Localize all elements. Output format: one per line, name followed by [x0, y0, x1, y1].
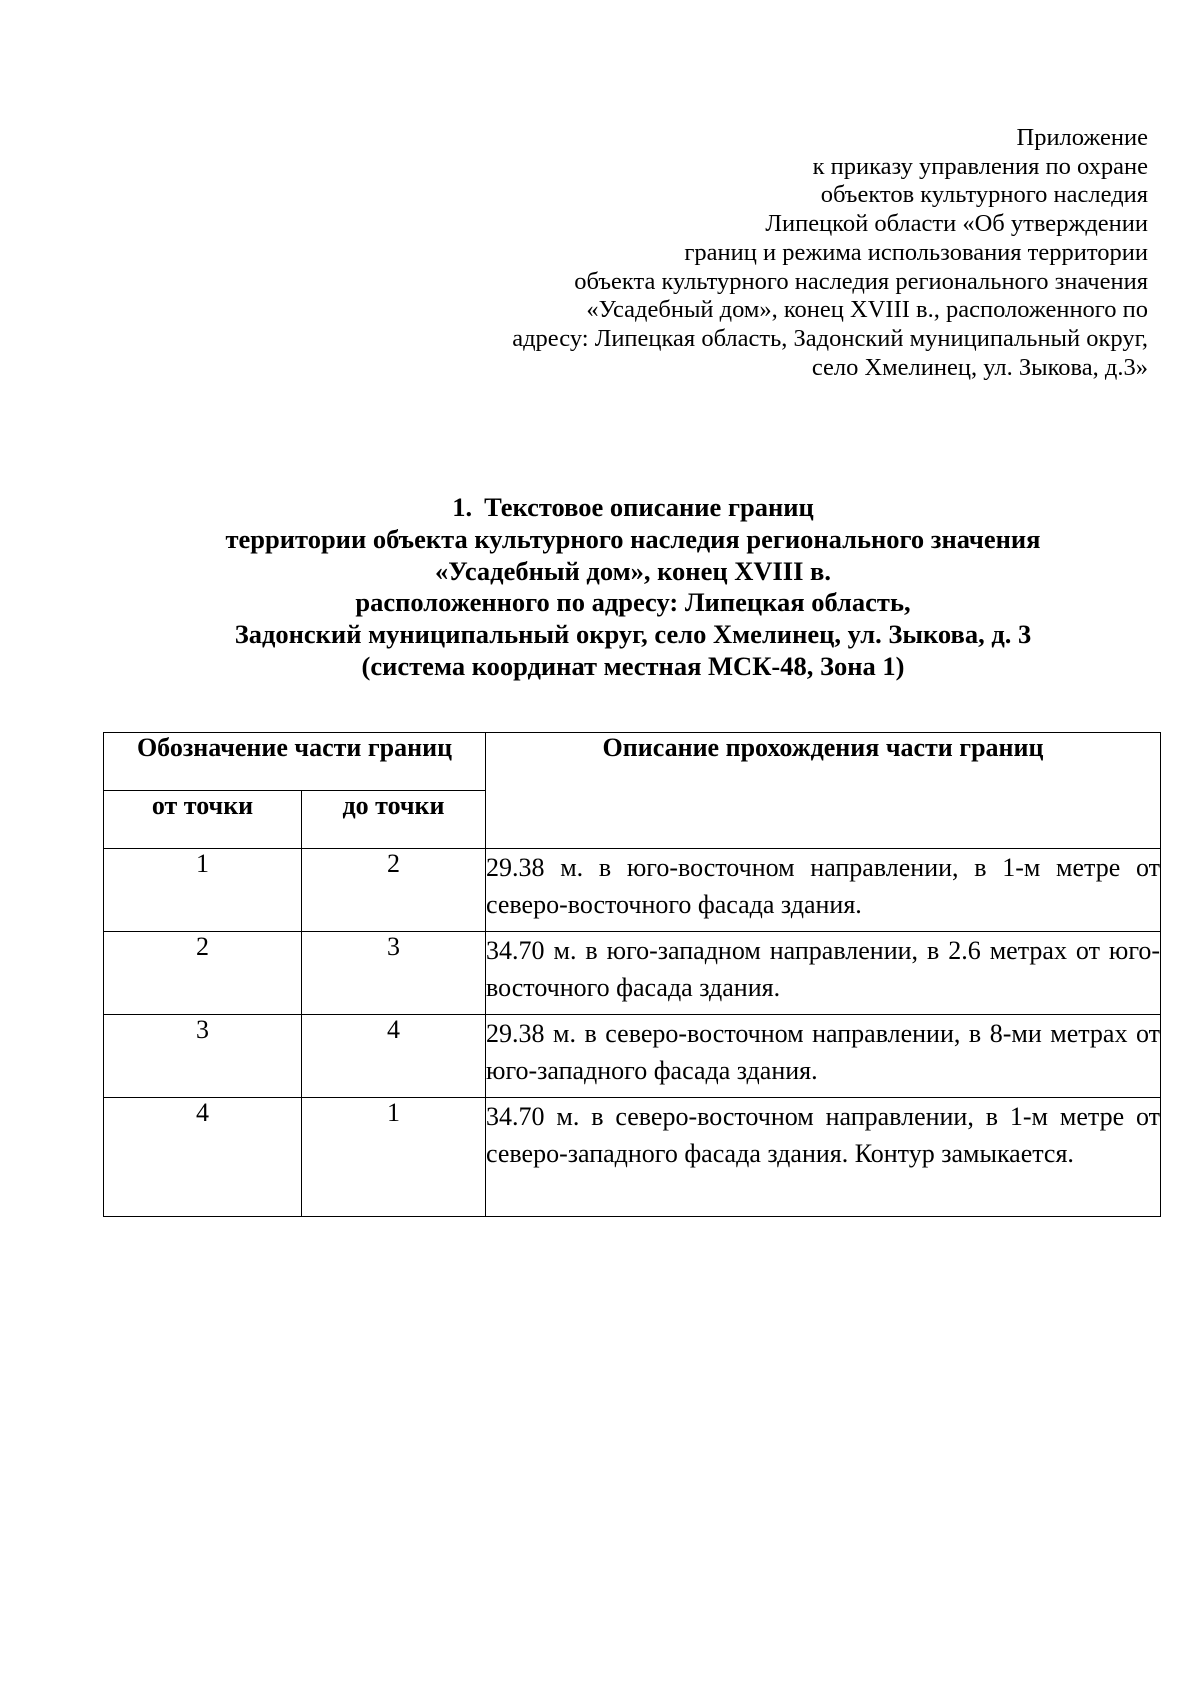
from-point-cell: 2 — [104, 932, 302, 1015]
header-description: Описание прохождения части границ — [486, 733, 1161, 849]
section-heading — [0, 492, 1200, 683]
description-cell: 29.38 м. в северо-восточном направлении, в 8-ми метрах от юго-западного фасада здания. — [486, 1015, 1161, 1098]
appendix-line: «Усадебный дом», конец XVIII в., расположенного по — [586, 296, 1148, 324]
appendix-line: объекта культурного наследия регионального значения — [574, 267, 1148, 295]
table-row — [104, 932, 1161, 1015]
description-cell: 34.70 м. в юго-западном направлении, в 2.6 метрах от юго-восточного фасада здания. — [486, 932, 1161, 1015]
boundary-table — [103, 732, 1161, 1217]
table-header-row — [104, 733, 1161, 791]
description-cell: 29.38 м. в юго-восточном направлении, в 1-м метре от северо-восточного фасада здания. — [486, 849, 1161, 932]
heading-line: «Усадебный дом», конец XVIII в. — [434, 555, 831, 586]
heading-line: территории объекта культурного наследия регионального значения — [225, 523, 1041, 554]
appendix-line: село Хмелинец, ул. Зыкова, д.3» — [811, 353, 1148, 381]
heading-number: 1. — [452, 492, 473, 522]
from-point-cell: 1 — [104, 849, 302, 932]
to-point-cell: 2 — [302, 849, 486, 932]
to-point-cell: 4 — [302, 1015, 486, 1098]
header-boundary-part: Обозначение части границ — [104, 733, 486, 791]
to-point-cell: 1 — [302, 1098, 486, 1217]
heading-title-line — [0, 492, 1200, 524]
header-from-point: от точки — [104, 791, 302, 849]
appendix-line: границ и режима использования территории — [684, 238, 1148, 266]
from-point-cell: 4 — [104, 1098, 302, 1217]
appendix-line: Приложение — [1016, 124, 1148, 151]
header-to-point: до точки — [302, 791, 486, 849]
description-cell: 34.70 м. в северо-восточном направлении, в 1-м метре от северо-западного фасада здания. Контур замыкается. — [486, 1098, 1161, 1217]
table-row — [104, 1098, 1161, 1217]
to-point-cell: 3 — [302, 932, 486, 1015]
heading-title: Текстовое описание границ — [484, 492, 814, 522]
appendix-line: адресу: Липецкая область, Задонский муниципальный округ, — [512, 324, 1148, 352]
appendix-line: объектов культурного наследия — [820, 181, 1148, 209]
from-point-cell: 3 — [104, 1015, 302, 1098]
heading-line: (система координат местная МСК-48, Зона 1) — [361, 650, 905, 681]
table-row — [104, 1015, 1161, 1098]
heading-line: расположенного по адресу: Липецкая область, — [355, 587, 911, 618]
appendix-line: к приказу управления по охране — [812, 152, 1148, 180]
appendix-reference-block — [388, 124, 1148, 382]
appendix-line: Липецкой области «Об утверждении — [765, 210, 1148, 238]
table-row — [104, 849, 1161, 932]
heading-line: Задонский муниципальный округ, село Хмелинец, ул. Зыкова, д. 3 — [234, 619, 1032, 650]
